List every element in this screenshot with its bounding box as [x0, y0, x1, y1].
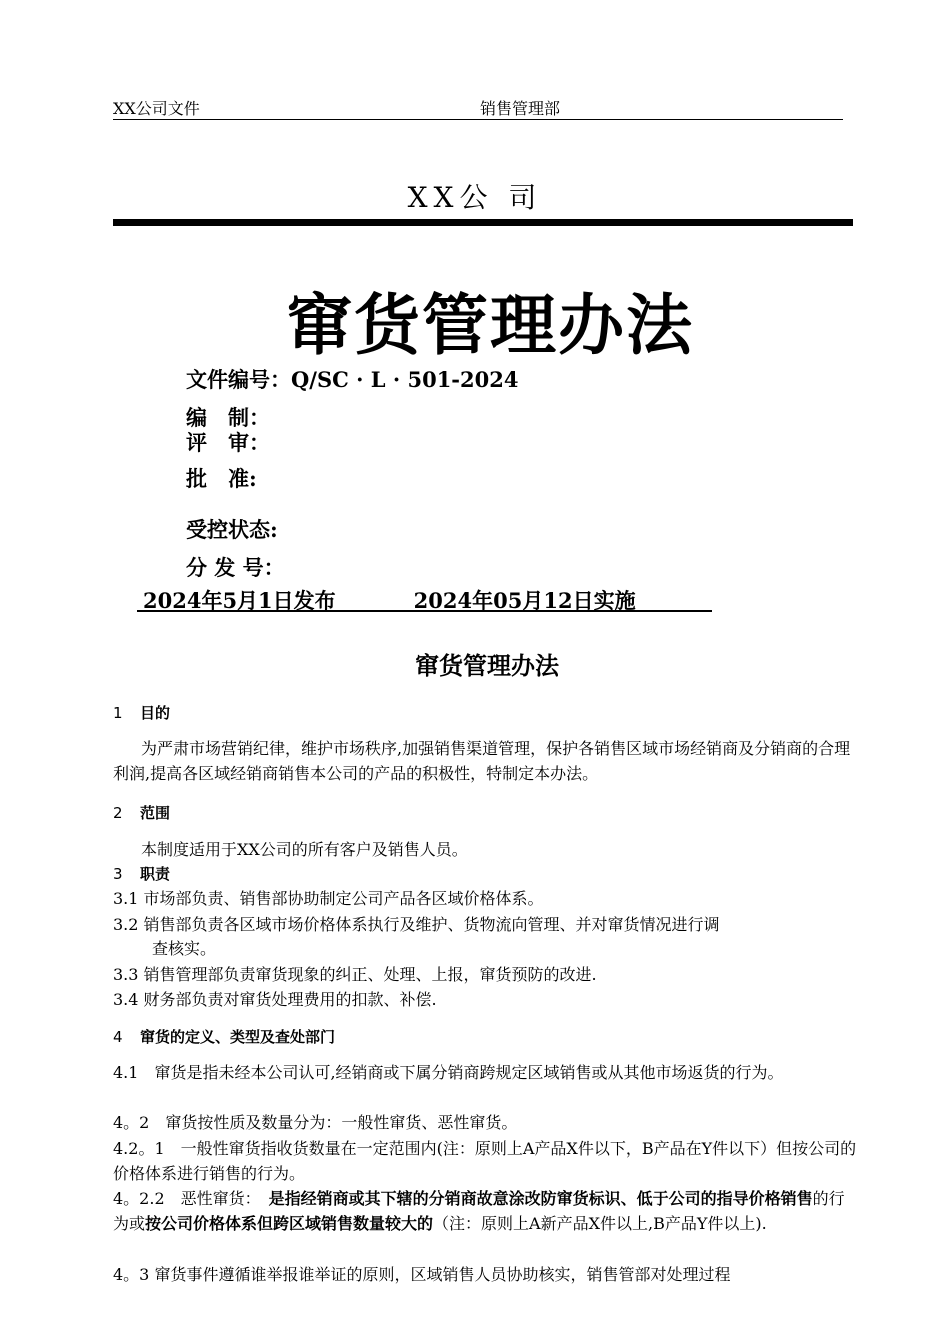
responsibility-item: 3.3 销售管理部负责窜货现象的纠正、处理、上报，窜货预防的改进. [113, 965, 597, 984]
compiled-by: 编 制： [186, 405, 270, 430]
control-status: 受控状态: [186, 517, 278, 542]
definition-text: 的行为或 [113, 1189, 845, 1233]
definition-bold: 是指经销商或其下辖的分销商故意涂改防窜货标识、低于公司的指导价格销售 [268, 1189, 813, 1208]
definition-paragraph: 4。2 窜货按性质及数量分为：一般性窜货、恶性窜货。 [113, 1113, 518, 1132]
section-heading [113, 1026, 335, 1047]
definition-lead: 4。2.2 恶性窜货： [113, 1189, 269, 1208]
definition-paragraph: 4.2。1 一般性窜货指收货数量在一定范围内(注：原则上A产品X件以下，B产品在Y件以下）但按公司的价格体系进行销售的行为。 [113, 1139, 857, 1183]
section-number: 4 [113, 1028, 123, 1046]
approved-by: 批 准: [186, 466, 257, 491]
purpose-paragraph: 为严肃市场营销纪律，维护市场秩序,加强销售渠道管理，保护各销售区域市场经销商及分销商的合理利润,提高各区域经销商销售本公司的产品的积极性，特制定本办法。 [113, 739, 851, 783]
header-rule [113, 119, 843, 120]
title-rule [113, 219, 853, 226]
header-center: 销售管理部 [480, 99, 561, 118]
section-heading-text: 职责 [140, 865, 171, 883]
section-heading [113, 802, 170, 823]
section-number: 2 [113, 804, 123, 822]
section-heading [113, 863, 170, 884]
effective-date: 2024年05月12日实施 [413, 588, 636, 613]
scope-paragraph: 本制度适用于XX公司的所有客户及销售人员。 [141, 840, 468, 859]
distribution-number: 分 发 号： [186, 555, 285, 580]
definition-text: （注：原则上A新产品X件以上,B产品Y件以上). [433, 1214, 767, 1233]
section-heading-text: 窜货的定义、类型及查处部门 [140, 1028, 336, 1046]
definition-bold: 按公司价格体系但跨区域销售数量较大的 [145, 1214, 434, 1233]
company-name: XX公 司 [407, 181, 543, 214]
responsibility-item: 3.2 销售部负责各区域市场价格体系执行及维护、货物流向管理、并对窜货情况进行调 [113, 915, 720, 934]
definition-paragraph: 4.1 窜货是指未经本公司认可,经销商或下属分销商跨规定区域销售或从其他市场返货的行为。 [113, 1063, 784, 1082]
doc-number: 文件编号：Q/SC · L · 501-2024 [186, 367, 519, 392]
definition-paragraph: 4。3 窜货事件遵循谁举报谁举证的原则，区域销售人员协助核实，销售管部对处理过程 [113, 1265, 731, 1284]
reviewed-by: 评 审： [186, 430, 270, 455]
document-title: 窜货管理办法 [286, 286, 694, 364]
section-heading-text: 目的 [140, 704, 171, 722]
publish-date: 2024年5月1日发布 [143, 588, 336, 613]
section-number: 1 [113, 704, 123, 722]
date-line [137, 585, 712, 612]
responsibility-item-cont: 查核实。 [152, 939, 217, 958]
header-left: XX公司文件 [113, 99, 200, 118]
section-number: 3 [113, 865, 123, 883]
section-title: 窜货管理办法 [415, 652, 559, 680]
malicious-definition [113, 1186, 858, 1236]
section-heading [113, 702, 170, 723]
section-heading-text: 范围 [140, 804, 171, 822]
responsibility-item: 3.4 财务部负责对窜货处理费用的扣款、补偿. [113, 990, 437, 1009]
responsibility-item: 3.1 市场部负责、销售部协助制定公司产品各区域价格体系。 [113, 889, 544, 908]
